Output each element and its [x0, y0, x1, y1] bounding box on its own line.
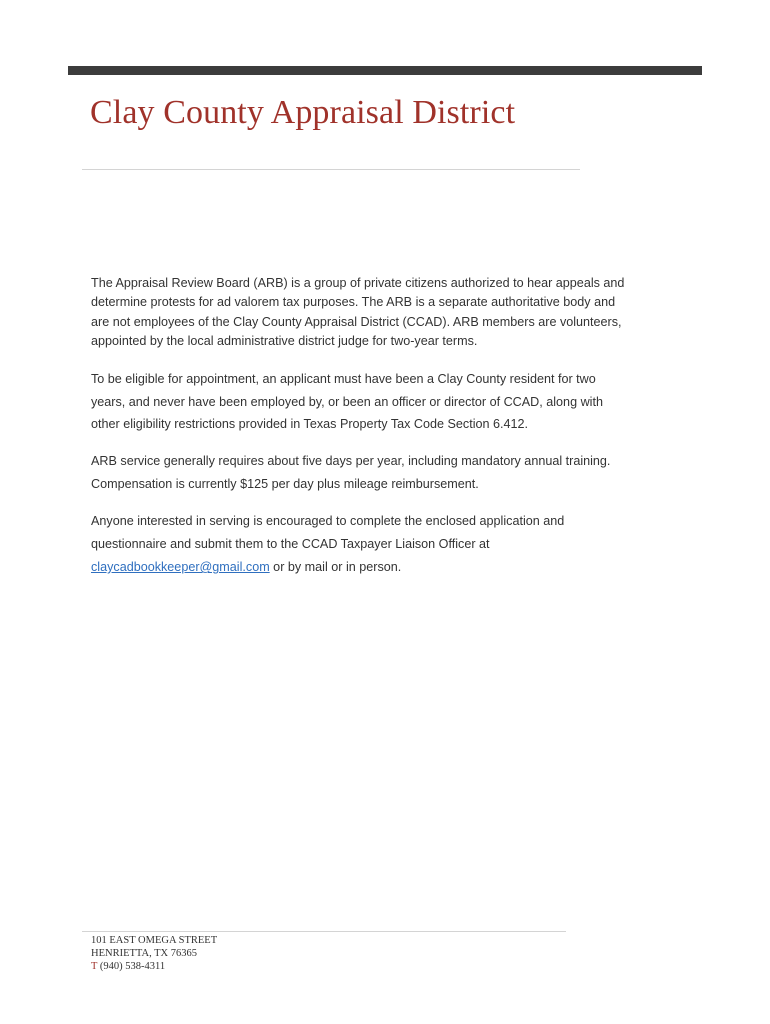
paragraph-service: [91, 450, 671, 495]
text-line: determine protests for ad valorem tax purposes. The ARB is a separate authoritative body and: [91, 295, 616, 310]
text-line: Compensation is currently $125 per day plus mileage reimbursement.: [91, 476, 479, 491]
footer-street: 101 EAST OMEGA STREET: [91, 935, 218, 946]
text-line: or by mail or in person.: [269, 560, 402, 575]
paragraph-eligibility: [91, 368, 671, 436]
header-bar: [68, 66, 702, 75]
letter-body: [91, 274, 671, 593]
text-line: questionnaire and submit them to the CCAD Taxpayer Liaison Officer at: [91, 537, 490, 552]
text-line: appointed by the local administrative district judge for two-year terms.: [91, 333, 478, 348]
title-divider: [82, 169, 580, 170]
text-line: The Appraisal Review Board (ARB) is a group of private citizens authorized to hear appeals and: [91, 276, 625, 290]
text-line: years, and never have been employed by, or been an officer or director of CCAD, along with: [91, 394, 603, 409]
paragraph-apply: [91, 510, 671, 579]
footer-city: HENRIETTA, TX 76365: [91, 948, 197, 959]
paragraph-arb-description: [91, 274, 671, 351]
text-line: ARB service generally requires about five days per year, including mandatory annual training.: [91, 453, 611, 468]
footer-divider: [82, 931, 566, 932]
phone-prefix: T: [91, 961, 98, 972]
text-line: Anyone interested in serving is encouraged to complete the enclosed application and: [91, 514, 565, 529]
text-line: are not employees of the Clay County Appraisal District (CCAD). ARB members are volunteers,: [91, 314, 622, 329]
footer-phone: (940) 538-4311: [97, 961, 166, 972]
email-link[interactable]: claycadbookkeeper@gmail.com: [91, 560, 270, 575]
text-line: other eligibility restrictions provided in Texas Property Tax Code Section 6.412.: [91, 417, 529, 432]
page-title: Clay County Appraisal District: [90, 94, 516, 131]
footer-address: [91, 934, 217, 973]
text-line: To be eligible for appointment, an applicant must have been a Clay County resident for two: [91, 372, 596, 387]
